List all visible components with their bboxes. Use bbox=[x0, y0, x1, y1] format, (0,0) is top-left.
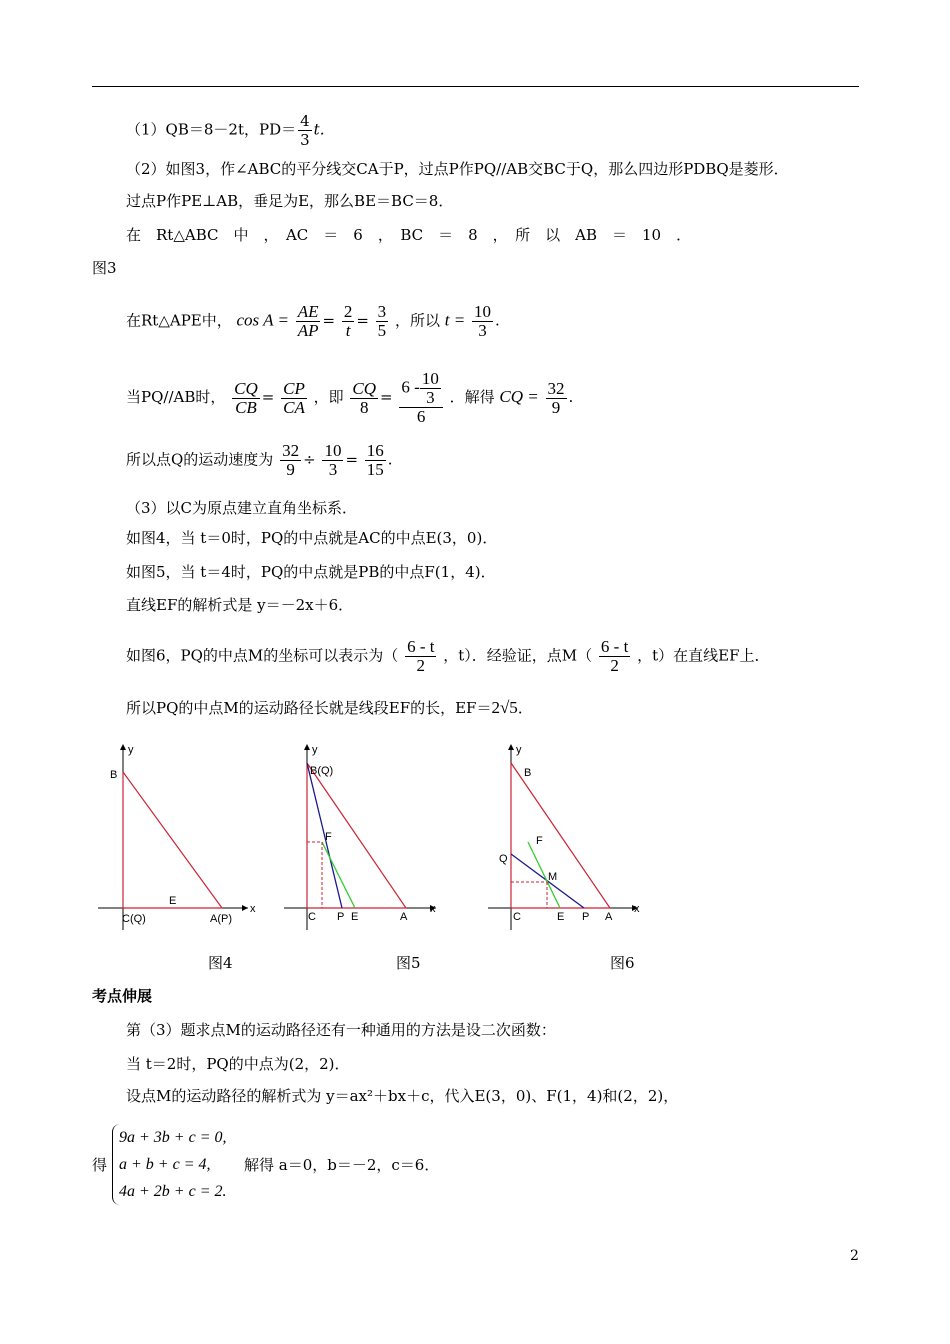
label-C: C bbox=[308, 911, 316, 923]
fraction: $\frac{6 - t}{2}$ bbox=[600, 637, 629, 675]
equation-system bbox=[112, 1124, 227, 1205]
fraction: $\frac{CQ}{8}$ bbox=[352, 378, 377, 417]
equation-3: 4a + 2b + c = 2. bbox=[119, 1183, 227, 1200]
math: 2√5 bbox=[491, 698, 518, 717]
answer-part2-line1: （2）如图3，作∠ABC的平分线交CA于P，过点P作PQ//AB交BC于Q，那么四边形PDBQ是菱形． bbox=[126, 160, 789, 178]
text: t． bbox=[313, 120, 335, 139]
text: ，即 bbox=[313, 388, 344, 406]
label-C: C bbox=[513, 911, 521, 923]
ef-line: 直线EF的解析式是 y＝－2x＋6． bbox=[126, 596, 354, 614]
fig6-text bbox=[126, 638, 769, 675]
compound-fraction: 6 - $\frac{10}{3}$ 6 bbox=[399, 370, 442, 426]
label-Q: Q bbox=[499, 853, 508, 865]
math: CQ = bbox=[499, 387, 539, 406]
text: （1）QB＝8－2t，PD＝ bbox=[126, 120, 297, 139]
fraction: $\frac{32}{9}$ bbox=[547, 378, 565, 417]
label-A: A(P) bbox=[210, 913, 232, 925]
label-E: E bbox=[169, 895, 177, 907]
answer-part1 bbox=[126, 112, 335, 149]
label-P: P bbox=[582, 911, 590, 923]
speed-line: 所以点Q的运动速度为 $\frac{32}{9}$ ÷ $\frac{10}{3}$ = $\frac{16}{15}$ . bbox=[126, 441, 393, 479]
label-E: E bbox=[351, 911, 359, 923]
fraction: $\frac{4}{3}$ bbox=[300, 112, 310, 149]
equation-1: 9a + 3b + c = 0, bbox=[119, 1129, 227, 1146]
label-F: F bbox=[325, 831, 332, 843]
path-length-line bbox=[126, 698, 533, 718]
label-x: x bbox=[430, 903, 436, 915]
fraction: $\frac{6 - t}{2}$ bbox=[407, 637, 435, 675]
label-x: x bbox=[634, 903, 640, 915]
fraction: $\frac{CP}{CA}$ bbox=[283, 378, 305, 417]
label-C: C(Q) bbox=[122, 913, 146, 925]
figure-6 bbox=[488, 740, 648, 930]
answer-part2-line3: 在 Rt△ABC 中 ， AC ＝ 6 ， BC ＝ 8 ， 所 以 AB ＝ 10 ． bbox=[126, 226, 692, 244]
caption-fig5: 图5 bbox=[396, 954, 421, 972]
extension-line1: 第（3）题求点M的运动路径还有一种通用的方法是设二次函数： bbox=[126, 1021, 556, 1039]
extension-line2: 当 t＝2时，PQ的中点为(2，2)． bbox=[126, 1055, 350, 1073]
cos-line: 在Rt△APE中， cos A = $\frac{AE}{AP}$ = $\frac{2}{t}$ = $\frac{3}{5}$ ，所以 t = $\frac{10}{3}$ . bbox=[126, 302, 500, 340]
fraction: $\frac{10}{3}$ bbox=[473, 302, 491, 340]
text: 如图6，PQ的中点M的坐标可以表示为（ bbox=[126, 646, 399, 665]
label-x: x bbox=[250, 903, 256, 915]
text: ，所以 bbox=[394, 311, 440, 330]
text: ，t）．经验证，点M（ bbox=[443, 646, 593, 665]
header-rule bbox=[92, 86, 859, 87]
fraction: $\frac{AE}{AP}$ bbox=[297, 302, 319, 340]
part3-intro: （3）以C为原点建立直角坐标系． bbox=[126, 499, 358, 517]
de-label: 得 bbox=[92, 1156, 108, 1174]
solution-text: 解得 a＝0，b＝－2，c＝6． bbox=[244, 1156, 440, 1174]
text: ． bbox=[517, 699, 533, 717]
figure-5 bbox=[284, 740, 444, 930]
fig4-text: 如图4，当 t＝0时，PQ的中点就是AC的中点E(3，0)． bbox=[126, 529, 498, 547]
label-B: B bbox=[110, 769, 118, 781]
label-P: P bbox=[337, 911, 345, 923]
text: ．解得 bbox=[449, 388, 495, 406]
label-A: A bbox=[400, 911, 408, 923]
parallel-line: 当PQ//AB时， $\frac{CQ}{CB}$ = $\frac{CP}{CA}$ ，即 $\frac{CQ}{8}$ = 6 - $\frac{10}{3}$ 6 ．解得 CQ = $\frac{32}{9}$ . bbox=[126, 369, 574, 426]
fraction: $\frac{16}{15}$ bbox=[366, 441, 384, 479]
fraction: $\frac{2}{t}$ bbox=[343, 302, 353, 340]
answer-part2-line2: 过点P作PE⊥AB，垂足为E，那么BE＝BC＝8． bbox=[126, 192, 454, 210]
fraction: $\frac{10}{3}$ bbox=[324, 441, 342, 479]
label-y: y bbox=[128, 744, 134, 756]
caption-fig4: 图4 bbox=[208, 954, 233, 972]
label-y: y bbox=[516, 744, 522, 756]
label-M: M bbox=[548, 871, 558, 883]
label-B: B(Q) bbox=[310, 765, 334, 777]
figure-ref: 图3 bbox=[92, 259, 117, 277]
fig5-text: 如图5，当 t＝4时，PQ的中点就是PB的中点F(1，4)． bbox=[126, 563, 496, 581]
text: 在Rt△APE中， bbox=[126, 311, 232, 330]
text: 所以点Q的运动速度为 bbox=[126, 450, 274, 469]
page-number: 2 bbox=[850, 1248, 859, 1264]
fraction: $\frac{CQ}{CB}$ bbox=[234, 378, 258, 417]
math: cos A = bbox=[236, 310, 289, 330]
text: 当PQ//AB时， bbox=[126, 388, 226, 406]
section-title: 考点伸展 bbox=[92, 987, 153, 1005]
fraction: $\frac{32}{9}$ bbox=[282, 441, 300, 479]
label-A: A bbox=[605, 911, 613, 923]
label-B: B bbox=[524, 767, 532, 779]
caption-fig6: 图6 bbox=[610, 954, 635, 972]
text: ，t）在直线EF上． bbox=[637, 646, 770, 665]
equation-2: a + b + c = 4, bbox=[119, 1156, 211, 1173]
label-y: y bbox=[312, 744, 318, 756]
text: 所以PQ的中点M的运动路径长就是线段EF的长，EF＝ bbox=[126, 699, 492, 717]
fraction: $\frac{3}{5}$ bbox=[377, 302, 387, 340]
math: t = bbox=[444, 310, 466, 330]
label-E: E bbox=[557, 911, 565, 923]
extension-line3: 设点M的运动路径的解析式为 y＝ax²＋bx＋c，代入E(3，0)、F(1，4)和(2，2)， bbox=[126, 1087, 679, 1105]
label-F: F bbox=[536, 835, 543, 847]
figure-4 bbox=[98, 740, 258, 930]
